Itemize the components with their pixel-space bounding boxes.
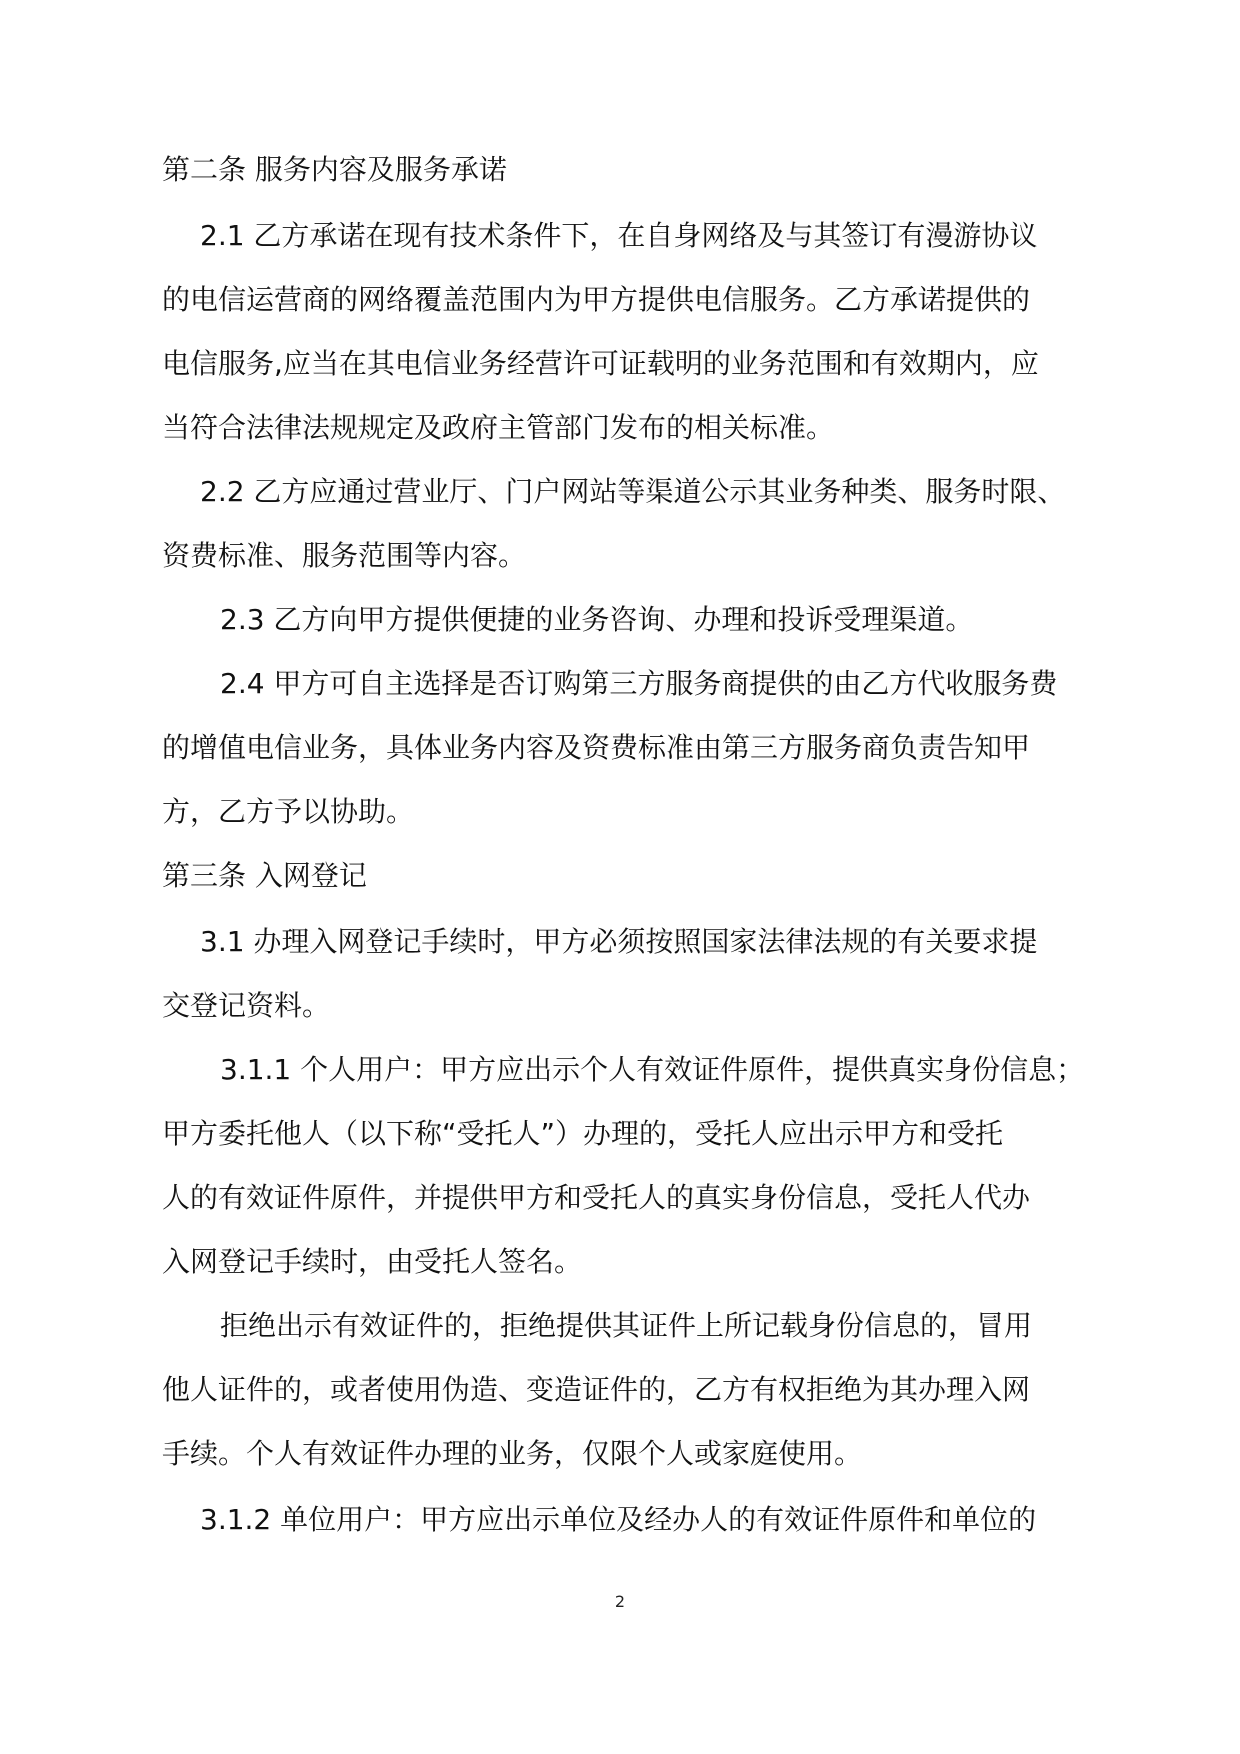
article-2-heading: 第二条 服务内容及服务承诺 bbox=[162, 153, 507, 186]
clause-3-1-line-2: 交登记资料。 bbox=[162, 989, 331, 1022]
clause-3-1-1-line-1: 3.1.1 个人用户：甲方应出示个人有效证件原件，提供真实身份信息； bbox=[220, 1053, 1085, 1086]
clause-2-2-line-2: 资费标准、服务范围等内容。 bbox=[162, 539, 527, 572]
refusal-paragraph-line-3: 手续。个人有效证件办理的业务，仅限个人或家庭使用。 bbox=[162, 1437, 863, 1470]
clause-2-1-line-2: 的电信运营商的网络覆盖范围内为甲方提供电信服务。乙方承诺提供的 bbox=[162, 283, 1031, 316]
clause-3-1-1-line-4: 入网登记手续时，由受托人签名。 bbox=[162, 1245, 583, 1278]
clause-2-2-line-1: 2.2 乙方应通过营业厅、门户网站等渠道公示其业务种类、服务时限、 bbox=[200, 475, 1066, 508]
clause-2-4-line-2: 的增值电信业务，具体业务内容及资费标准由第三方服务商负责告知甲 bbox=[162, 731, 1031, 764]
clause-3-1-2-line-1: 3.1.2 单位用户：甲方应出示单位及经办人的有效证件原件和单位的 bbox=[200, 1503, 1037, 1536]
clause-3-1-line-1: 3.1 办理入网登记手续时，甲方必须按照国家法律法规的有关要求提 bbox=[200, 925, 1038, 958]
clause-2-4-line-3: 方，乙方予以协助。 bbox=[162, 795, 415, 828]
clause-2-1-line-4: 当符合法律法规规定及政府主管部门发布的相关标准。 bbox=[162, 411, 835, 444]
article-3-heading: 第三条 入网登记 bbox=[162, 859, 367, 892]
refusal-paragraph-line-1: 拒绝出示有效证件的，拒绝提供其证件上所记载身份信息的，冒用 bbox=[220, 1309, 1033, 1342]
refusal-paragraph-line-2: 他人证件的，或者使用伪造、变造证件的，乙方有权拒绝为其办理入网 bbox=[162, 1373, 1031, 1406]
clause-2-1-line-1: 2.1 乙方承诺在现有技术条件下，在自身网络及与其签订有漫游协议 bbox=[200, 219, 1038, 252]
clause-2-1-line-3: 电信服务,应当在其电信业务经营许可证载明的业务范围和有效期内，应 bbox=[162, 347, 1039, 380]
page-number: 2 bbox=[614, 1592, 626, 1611]
clause-2-3-line-1: 2.3 乙方向甲方提供便捷的业务咨询、办理和投诉受理渠道。 bbox=[220, 603, 974, 636]
clause-3-1-1-line-2: 甲方委托他人（以下称“受托人”）办理的，受托人应出示甲方和受托 bbox=[162, 1117, 1004, 1150]
clause-2-4-line-1: 2.4 甲方可自主选择是否订购第三方服务商提供的由乙方代收服务费 bbox=[220, 667, 1058, 700]
clause-3-1-1-line-3: 人的有效证件原件，并提供甲方和受托人的真实身份信息，受托人代办 bbox=[162, 1181, 1031, 1214]
